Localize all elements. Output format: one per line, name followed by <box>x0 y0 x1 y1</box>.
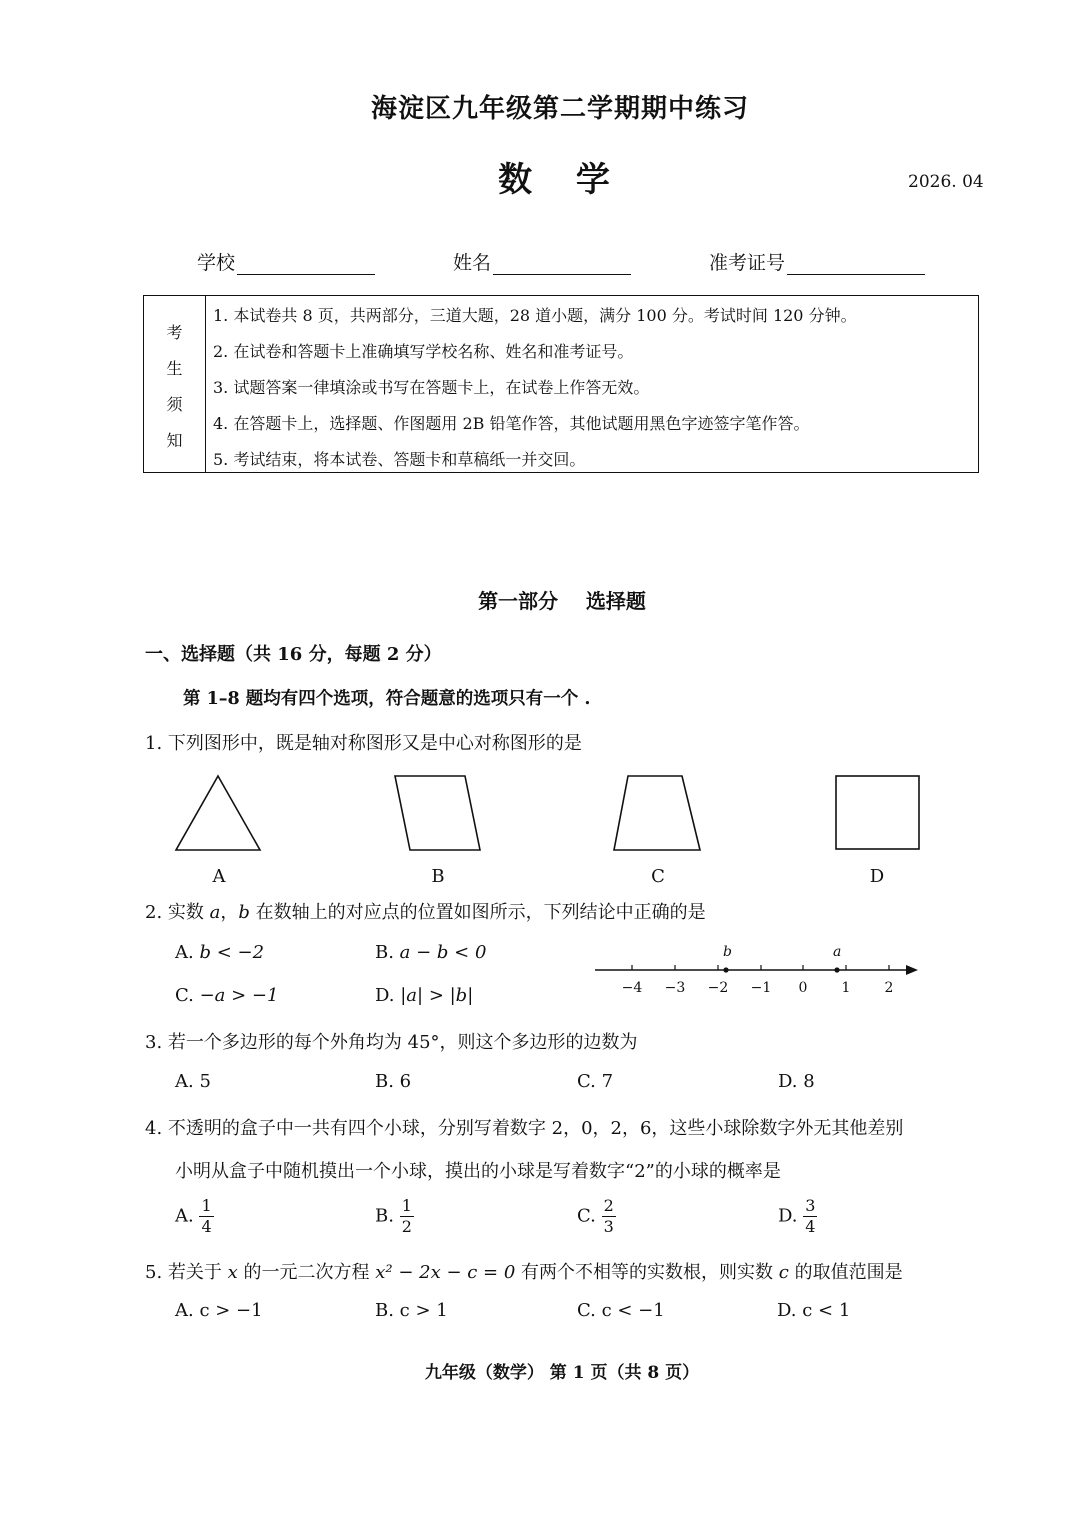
question-2-option-a[interactable] <box>175 942 264 963</box>
fraction-denominator: 4 <box>201 1217 212 1236</box>
question-4-option-a[interactable] <box>175 1198 214 1235</box>
fraction <box>803 1198 817 1235</box>
name-blank[interactable] <box>493 252 631 275</box>
section-title: 一、选择题（共 16 分，每题 2 分） <box>145 644 442 665</box>
fraction-denominator: 2 <box>401 1217 412 1236</box>
exam-title: 海淀区九年级第二学期期中练习 <box>370 94 749 124</box>
tick-label: −3 <box>664 980 686 996</box>
fraction-numerator: 1 <box>401 1196 412 1215</box>
notice-label-char: 知 <box>166 431 183 450</box>
point-a-label: a <box>833 944 842 960</box>
notice-item: 2. 在试卷和答题卡上准确填写学校名称、姓名和准考证号。 <box>213 342 634 361</box>
option-label: D. <box>778 1205 798 1227</box>
triangle-figure <box>176 776 260 850</box>
question-5-option-a[interactable]: A. c > −1 <box>175 1300 263 1321</box>
notice-label-column <box>144 296 206 472</box>
stem-text: 2. 实数 <box>145 902 210 923</box>
option-label: B. <box>375 1205 394 1227</box>
question-3-stem: 3. 若一个多边形的每个外角均为 45°，则这个多边形的边数为 <box>145 1032 638 1053</box>
question-5-option-b[interactable]: B. c > 1 <box>375 1300 448 1321</box>
question-3-option-b[interactable]: B. 6 <box>375 1071 412 1092</box>
variable-b: b <box>238 902 250 923</box>
name-label: 姓名 <box>453 252 492 274</box>
trapezoid-figure <box>614 776 700 850</box>
option-text: −a > −1 <box>199 985 279 1006</box>
exam-id-label: 准考证号 <box>709 252 786 274</box>
option-label: A. <box>175 942 200 963</box>
question-3-option-a[interactable]: A. 5 <box>175 1071 211 1092</box>
figure-label-d: D <box>869 866 885 887</box>
option-text: |a| > |b| <box>400 985 474 1006</box>
question-5-option-d[interactable]: D. c < 1 <box>777 1300 851 1321</box>
stem-text: 的一元二次方程 <box>237 1262 376 1283</box>
question-2-stem <box>145 898 706 924</box>
name-field[interactable] <box>453 248 631 275</box>
exam-id-field[interactable] <box>709 248 925 275</box>
equation: x² − 2x − c = 0 <box>375 1262 516 1283</box>
part-title: 第一部分 选择题 <box>478 589 646 613</box>
tick-label: −4 <box>621 980 643 996</box>
square-figure <box>836 776 919 849</box>
question-1-figures <box>170 770 930 860</box>
option-text: a − b < 0 <box>399 942 487 963</box>
tick-label: −1 <box>750 980 772 996</box>
question-2-option-d[interactable] <box>375 985 473 1006</box>
option-label: C. <box>577 1205 596 1227</box>
stem-text: 在数轴上的对应点的位置如图所示，下列结论中正确的是 <box>249 902 706 923</box>
stem-text: 的取值范围是 <box>788 1262 903 1283</box>
question-3-option-c[interactable]: C. 7 <box>577 1071 614 1092</box>
variable-x: x <box>227 1262 238 1283</box>
fraction-numerator: 1 <box>201 1196 212 1215</box>
tick-label: 1 <box>841 980 851 996</box>
notice-label-char: 须 <box>166 395 183 414</box>
question-4-option-c[interactable] <box>577 1198 616 1235</box>
number-line <box>592 945 927 985</box>
school-label: 学校 <box>197 252 236 274</box>
notice-item: 3. 试题答案一律填涂或书写在答题卡上，在试卷上作答无效。 <box>213 378 650 397</box>
question-2-option-b[interactable] <box>375 942 486 963</box>
question-2-option-c[interactable] <box>175 985 278 1006</box>
question-5-stem <box>145 1258 903 1284</box>
option-label: C. <box>175 985 200 1006</box>
option-label: D. <box>375 985 401 1006</box>
notice-item: 1. 本试卷共 8 页，共两部分，三道大题，28 道小题，满分 100 分。考试时间 120 分钟。 <box>213 306 857 325</box>
option-label: A. <box>175 1205 194 1227</box>
figure-label-a: A <box>212 866 226 887</box>
tick-label: −2 <box>707 980 729 996</box>
question-4-option-d[interactable] <box>778 1198 817 1235</box>
question-4-stem-line2: 小明从盒子中随机摸出一个小球，摸出的小球是写着数字“2”的小球的概率是 <box>175 1161 781 1182</box>
exam-date: 2026. 04 <box>908 172 984 192</box>
point-b-dot <box>723 967 728 972</box>
fraction <box>602 1198 616 1235</box>
option-text: b < −2 <box>199 942 265 963</box>
question-3-option-d[interactable]: D. 8 <box>778 1071 815 1092</box>
question-5-option-c[interactable]: C. c < −1 <box>577 1300 665 1321</box>
variable-a: a <box>209 902 221 923</box>
subject-title: 数 学 <box>498 160 626 200</box>
point-b-label: b <box>723 944 732 960</box>
arrow-right-icon <box>906 965 918 975</box>
notice-item: 5. 考试结束，将本试卷、答题卡和草稿纸一并交回。 <box>213 450 586 469</box>
parallelogram-figure <box>395 776 480 850</box>
school-field[interactable] <box>197 248 375 275</box>
notice-label-char: 生 <box>166 359 183 378</box>
exam-notice-box <box>143 295 979 473</box>
fraction-denominator: 4 <box>805 1217 816 1236</box>
fraction-denominator: 3 <box>603 1217 614 1236</box>
question-4-option-b[interactable] <box>375 1198 414 1235</box>
question-4-stem-line1: 4. 不透明的盒子中一共有四个小球，分别写着数字 2，0，2，6，这些小球除数字外无其他差别 <box>145 1118 904 1139</box>
page-footer: 九年级（数学） 第 1 页（共 8 页） <box>424 1363 700 1383</box>
stem-text: 有两个不相等的实数根，则实数 <box>515 1262 779 1283</box>
fraction-numerator: 2 <box>603 1196 614 1215</box>
fraction <box>400 1198 414 1235</box>
exam-id-blank[interactable] <box>787 252 925 275</box>
stem-text: ， <box>220 902 239 923</box>
section-note: 第 1–8 题均有四个选项，符合题意的选项只有一个 . <box>183 689 591 709</box>
figure-label-b: B <box>431 866 445 887</box>
notice-item: 4. 在答题卡上，选择题、作图题用 2B 铅笔作答，其他试题用黑色字迹签字笔作答。 <box>213 414 810 433</box>
school-blank[interactable] <box>237 252 375 275</box>
variable-c: c <box>778 1262 789 1283</box>
figure-label-c: C <box>651 866 665 887</box>
option-label: B. <box>375 942 400 963</box>
tick-label: 0 <box>798 980 808 996</box>
fraction <box>199 1198 213 1235</box>
tick-label: 2 <box>884 980 894 996</box>
question-1-stem: 1. 下列图形中，既是轴对称图形又是中心对称图形的是 <box>145 733 582 754</box>
fraction-numerator: 3 <box>805 1196 816 1215</box>
notice-label-char: 考 <box>166 323 183 342</box>
point-a-dot <box>834 967 839 972</box>
stem-text: 5. 若关于 <box>145 1262 228 1283</box>
